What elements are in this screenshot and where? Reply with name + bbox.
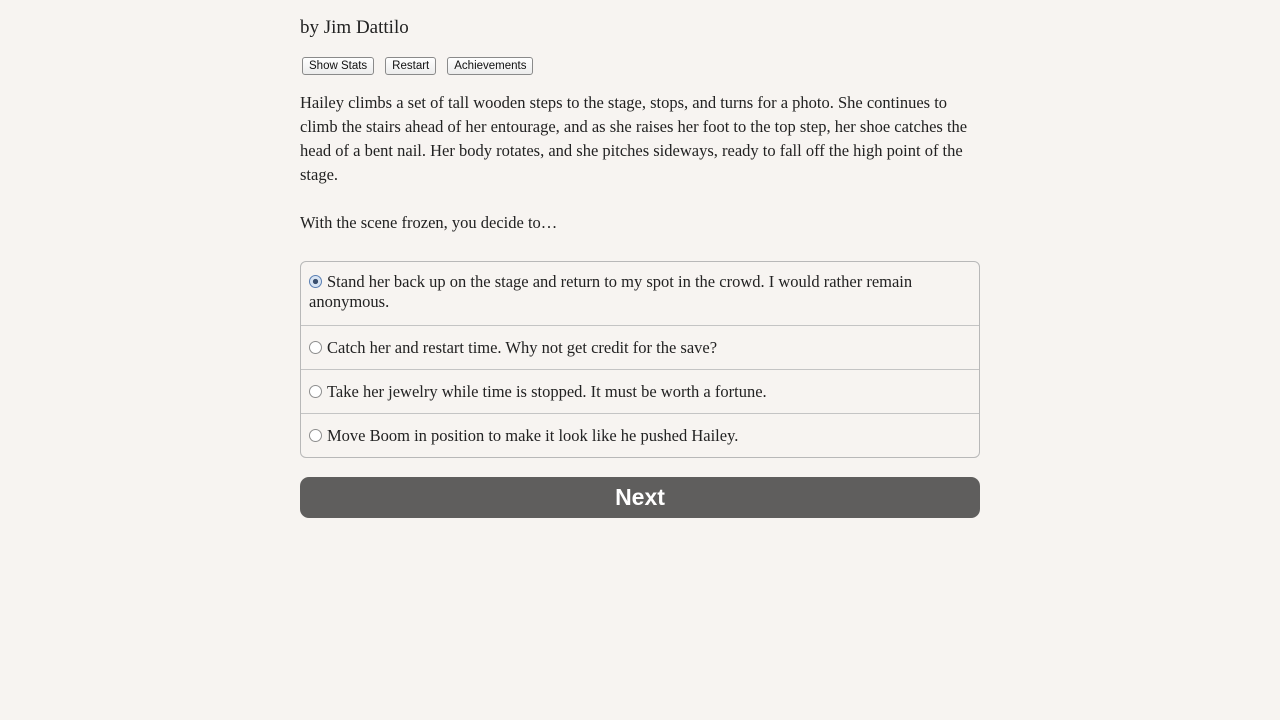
- radio-icon[interactable]: [309, 429, 322, 442]
- choice-prompt: With the scene frozen, you decide to…: [300, 213, 558, 232]
- radio-selected-icon[interactable]: [309, 275, 322, 288]
- author-byline: by Jim Dattilo: [300, 17, 409, 38]
- choice-option-2[interactable]: [301, 325, 979, 369]
- next-button[interactable]: Next: [300, 477, 980, 518]
- choice-option-3[interactable]: [301, 369, 979, 413]
- choice-option-4[interactable]: [301, 413, 979, 457]
- choice-list: [300, 261, 980, 458]
- choice-label: Stand her back up on the stage and return to my spot in the crowd. I would rather remain anonymous.: [309, 272, 913, 311]
- choice-label: Catch her and restart time. Why not get credit for the save?: [327, 338, 718, 357]
- choice-label: Move Boom in position to make it look like he pushed Hailey.: [327, 426, 739, 445]
- radio-icon[interactable]: [309, 341, 322, 354]
- choice-label: Take her jewelry while time is stopped. It must be worth a fortune.: [327, 382, 767, 401]
- choice-option-1[interactable]: [301, 262, 979, 325]
- radio-icon[interactable]: [309, 385, 322, 398]
- story-text: [300, 91, 980, 187]
- show-stats-button[interactable]: Show Stats: [302, 57, 374, 75]
- story-paragraph: Hailey climbs a set of tall wooden steps to the stage, stops, and turns for a photo. She continues to climb the stairs ahead of her entourage, and as she raises her foot to the top step, her shoe catches the head of a bent nail. Her body rotates, and she pitches sideways, ready to fall off the high point of the stage.: [300, 93, 968, 184]
- toolbar: [302, 57, 533, 75]
- achievements-button[interactable]: Achievements: [447, 57, 533, 75]
- restart-button[interactable]: Restart: [385, 57, 436, 75]
